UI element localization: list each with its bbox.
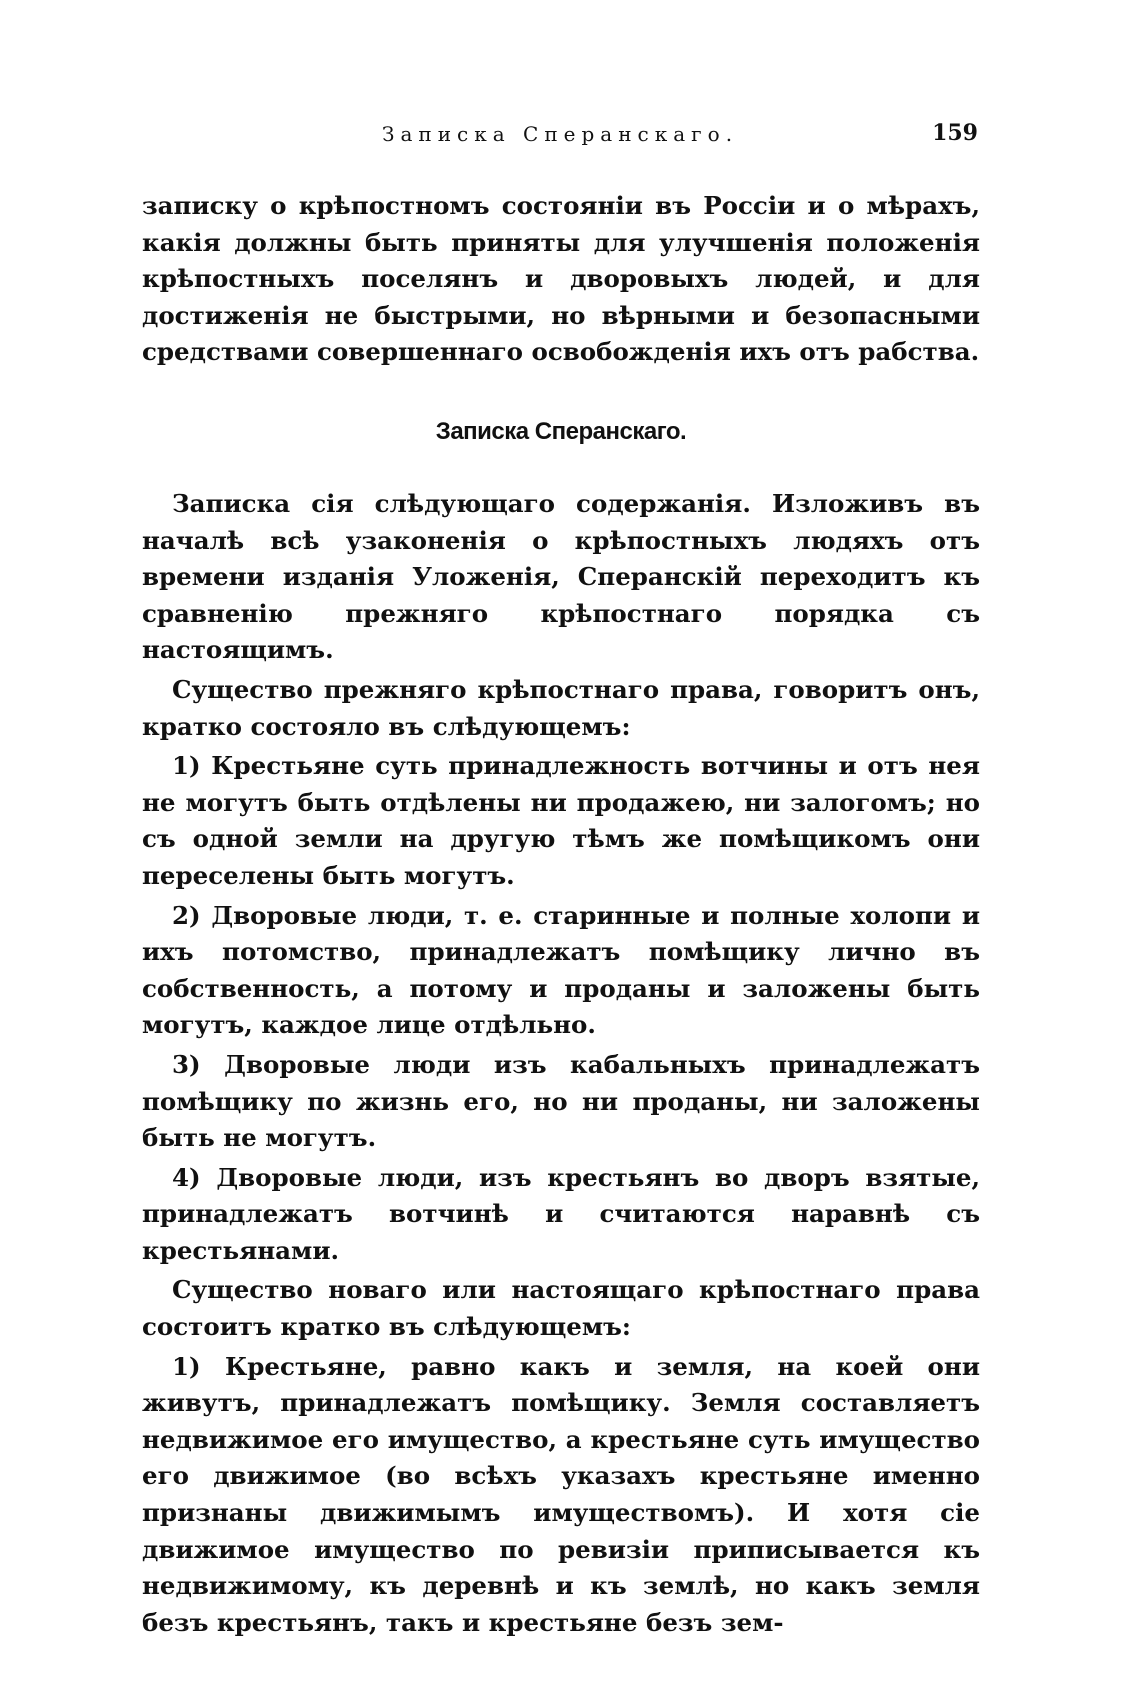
paragraph: 4) Дворовые люди, изъ крестьянъ во дворъ взятые, принадлежатъ вотчинѣ и считаются наравнѣ съ крестьянами. [142,1162,980,1265]
paragraph: 3) Дворовые люди изъ кабальныхъ принадлежатъ помѣщику по жизнь его, но ни проданы, ни заложены быть не могутъ. [142,1049,980,1153]
paragraph: 1) Крестьяне, равно какъ и земля, на коей они живутъ, принадлежатъ помѣщику. Земля составляетъ недвижимое его имущество, а крестьяне суть имущество его движимое (во всѣхъ указахъ крестьяне именно признаны движимымъ имуществомъ). И хотя сіе движимое имущество по ревизіи приписывается къ недвижимому, къ деревнѣ и къ землѣ, но какъ земля безъ крестьянъ, такъ и крестьяне безъ зем- [142,1351,980,1637]
intro-paragraph: записку о крѣпостномъ состояніи въ Россіи и о мѣрахъ, какія должны быть приняты для улучшенія положенія крѣпостныхъ поселянъ и дворовыхъ людей, и для достиженія не быстрыми, но вѣрными и безопасными средствами совершеннаго освобожденія ихъ отъ рабства. [142,191,980,366]
section-title: Записка Сперанскаго. [435,418,687,445]
paragraph: Существо новаго или настоящаго крѣпостнаго права состоитъ кратко въ слѣдующемъ: [142,1275,980,1342]
paragraph: Записка сія слѣдующаго содержанія. Изложивъ въ началѣ всѣ узаконенія о крѣпостныхъ людяхъ отъ времени изданія Уложенія, Сперанскій переходитъ къ сравненію прежняго крѣпостнаго порядка съ настоящимъ. [142,489,980,665]
running-title: Записка Сперанскаго. [382,122,739,146]
main-text [142,486,980,1644]
page-header [140,118,980,158]
page-number: 159 [932,120,978,146]
paragraph: Существо прежняго крѣпостнаго права, говоритъ онъ, кратко состояло въ слѣдующемъ: [142,674,980,741]
paragraph: 1) Крестьяне суть принадлежность вотчины и отъ нея не могутъ быть отдѣлены ни продажею, ни залогомъ; но съ одной земли на другую тѣмъ же помѣщикомъ они переселены быть могутъ. [142,751,980,890]
paragraph: 2) Дворовые люди, т. е. старинные и полные холопи и ихъ потомство, принадлежатъ помѣщику лично въ собственность, а потому и проданы и заложены быть могутъ, каждое лице отдѣльно. [142,900,980,1040]
